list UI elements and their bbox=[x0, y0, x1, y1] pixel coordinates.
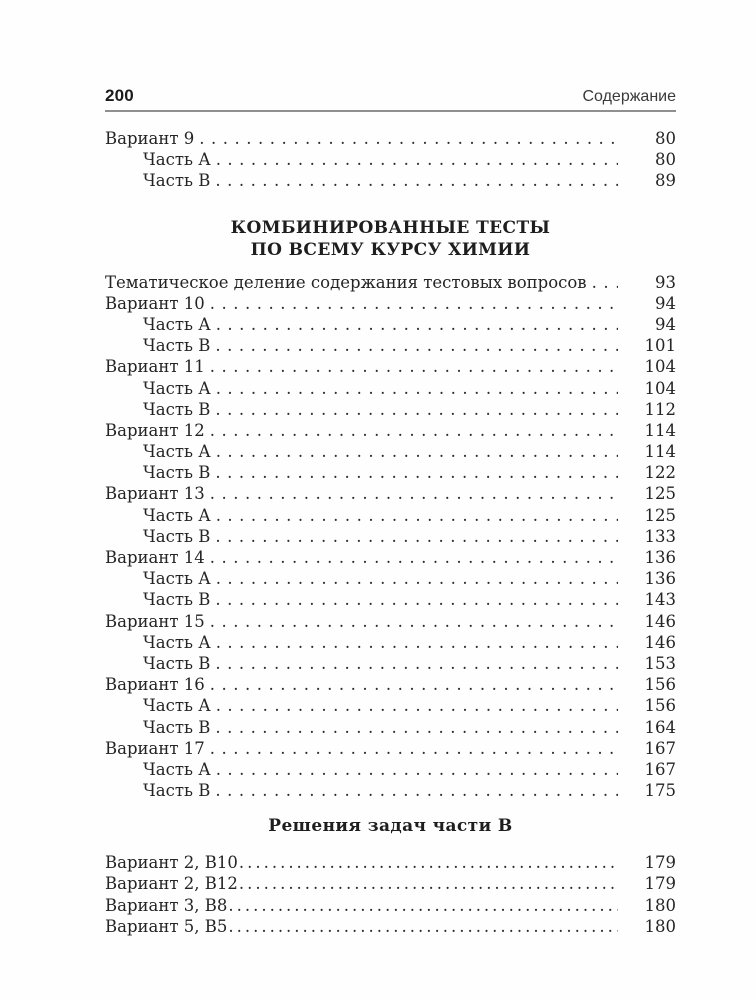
toc-entry bbox=[105, 717, 676, 738]
toc-entry-label: Часть В bbox=[143, 336, 211, 356]
toc-entry-page: 156 bbox=[644, 675, 676, 695]
dot-leader bbox=[210, 547, 618, 568]
dot-leader bbox=[215, 526, 618, 547]
dot-leader bbox=[210, 674, 618, 695]
dot-leader bbox=[199, 128, 618, 149]
dot-leader bbox=[216, 149, 618, 170]
dot-leader bbox=[216, 568, 618, 589]
running-head bbox=[105, 86, 676, 106]
toc-entry-page: 180 bbox=[644, 916, 676, 936]
toc-entry-page: 143 bbox=[644, 590, 676, 610]
dot-leader bbox=[210, 356, 618, 377]
toc-entry-label: Вариант 3, В8 bbox=[105, 895, 228, 915]
toc-entry bbox=[105, 293, 676, 314]
dot-leader bbox=[216, 314, 618, 335]
toc-entry-label: Вариант 5, В5 bbox=[105, 916, 228, 936]
toc-entry bbox=[105, 632, 676, 653]
toc-entry-page: 125 bbox=[644, 484, 676, 504]
toc-entry-page: 164 bbox=[644, 717, 676, 737]
toc-entry bbox=[105, 759, 676, 780]
toc-entry bbox=[105, 674, 676, 695]
toc-entry bbox=[105, 505, 676, 526]
toc-entry bbox=[105, 356, 676, 377]
section-heading-solutions-part-b bbox=[105, 815, 676, 837]
toc-entry-page: 114 bbox=[644, 442, 676, 462]
dot-leader bbox=[228, 895, 618, 916]
toc-section-solutions-part-b bbox=[105, 852, 676, 937]
toc-entry bbox=[105, 738, 676, 759]
toc-entry-page: 179 bbox=[644, 853, 676, 873]
section-heading-line: КОМБИНИРОВАННЫЕ ТЕСТЫ bbox=[230, 217, 551, 238]
toc-entry bbox=[105, 895, 676, 916]
toc-entry-label: Часть А bbox=[143, 569, 211, 589]
toc-section-combined-tests bbox=[105, 272, 676, 802]
dot-leader bbox=[215, 335, 618, 356]
toc-entry-label: Часть В bbox=[143, 463, 211, 483]
dot-leader bbox=[215, 170, 618, 191]
toc-entry-label: Вариант 2, В12 bbox=[105, 874, 238, 894]
toc-entry-label: Часть В bbox=[143, 171, 211, 191]
toc-entry-label: Вариант 17 bbox=[105, 738, 205, 758]
toc-entry-page: 94 bbox=[655, 314, 676, 334]
toc-entry-page: 114 bbox=[644, 420, 676, 440]
dot-leader bbox=[210, 483, 618, 504]
toc-entry-page: 167 bbox=[644, 759, 676, 779]
toc-entry bbox=[105, 314, 676, 335]
toc-entry-page: 180 bbox=[644, 895, 676, 915]
toc-entry-label: Часть А bbox=[143, 378, 211, 398]
toc-entry-label: Часть В bbox=[143, 653, 211, 673]
toc-entry-page: 175 bbox=[644, 781, 676, 801]
toc-entry-page: 136 bbox=[644, 569, 676, 589]
toc-entry bbox=[105, 873, 676, 894]
toc-entry-label: Вариант 10 bbox=[105, 293, 205, 313]
toc-entry bbox=[105, 916, 676, 937]
toc-entry-page: 93 bbox=[655, 272, 676, 292]
dot-leader bbox=[216, 695, 618, 716]
section-heading-combined-tests bbox=[105, 217, 676, 261]
toc-entry-label: Вариант 13 bbox=[105, 484, 205, 504]
toc-entry bbox=[105, 420, 676, 441]
toc-entry-page: 133 bbox=[644, 526, 676, 546]
section-heading-line: ПО ВСЕМУ КУРСУ ХИМИИ bbox=[250, 239, 531, 260]
section-heading-line: Решения задач части В bbox=[268, 816, 513, 837]
toc-entry bbox=[105, 526, 676, 547]
toc-entry-label: Часть А bbox=[143, 314, 211, 334]
toc-entry bbox=[105, 272, 676, 293]
toc-entry-page: 122 bbox=[644, 463, 676, 483]
dot-leader bbox=[215, 399, 618, 420]
dot-leader bbox=[216, 759, 618, 780]
toc-entry-label: Часть В bbox=[143, 781, 211, 801]
toc-entry bbox=[105, 378, 676, 399]
toc-entry-page: 179 bbox=[644, 874, 676, 894]
toc-entry-page: 112 bbox=[644, 399, 676, 419]
dot-leader bbox=[210, 738, 618, 759]
toc-entry-page: 94 bbox=[655, 293, 676, 313]
toc-entry bbox=[105, 589, 676, 610]
toc-entry-page: 136 bbox=[644, 548, 676, 567]
toc-entry-label: Часть В bbox=[143, 399, 211, 419]
toc-entry-page: 146 bbox=[644, 632, 676, 652]
dot-leader bbox=[215, 462, 618, 483]
toc bbox=[105, 128, 676, 937]
dot-leader bbox=[592, 272, 618, 293]
toc-entry bbox=[105, 441, 676, 462]
toc-entry-label: Вариант 12 bbox=[105, 420, 205, 440]
toc-entry-page: 167 bbox=[644, 738, 676, 758]
toc-entry bbox=[105, 695, 676, 716]
toc-entry-page: 125 bbox=[644, 505, 676, 525]
toc-entry-label: Часть А bbox=[143, 442, 211, 462]
toc-entry-label: Часть А bbox=[143, 696, 211, 716]
toc-section-variant-9 bbox=[105, 128, 676, 192]
dot-leader bbox=[215, 717, 618, 738]
toc-entry bbox=[105, 611, 676, 632]
dot-leader bbox=[215, 653, 618, 674]
dot-leader bbox=[216, 505, 618, 526]
dot-leader bbox=[216, 441, 618, 462]
toc-entry bbox=[105, 653, 676, 674]
toc-entry-label: Часть А bbox=[143, 505, 211, 525]
toc-entry-page: 89 bbox=[655, 171, 676, 191]
toc-entry bbox=[105, 149, 676, 170]
toc-entry-page: 156 bbox=[644, 696, 676, 716]
toc-entry-label: Часть В bbox=[143, 590, 211, 610]
toc-entry-label: Вариант 14 bbox=[105, 548, 205, 567]
toc-entry-page: 146 bbox=[644, 611, 676, 631]
dot-leader bbox=[210, 611, 618, 632]
dot-leader bbox=[239, 852, 618, 873]
toc-entry-label: Часть А bbox=[143, 632, 211, 652]
toc-entry-label: Часть В bbox=[143, 526, 211, 546]
toc-entry-label: Вариант 9 bbox=[105, 129, 195, 148]
toc-entry-label: Вариант 15 bbox=[105, 611, 205, 631]
toc-entry-page: 101 bbox=[644, 336, 676, 356]
toc-entry-page: 104 bbox=[644, 378, 676, 398]
toc-entry bbox=[105, 462, 676, 483]
dot-leader bbox=[216, 378, 618, 399]
toc-entry bbox=[105, 128, 676, 149]
toc-entry bbox=[105, 547, 676, 568]
dot-leader bbox=[210, 420, 618, 441]
toc-entry-label: Часть А bbox=[143, 150, 211, 170]
toc-entry bbox=[105, 780, 676, 801]
toc-entry-label: Часть А bbox=[143, 759, 211, 779]
toc-entry bbox=[105, 483, 676, 504]
dot-leader bbox=[210, 293, 618, 314]
toc-entry-label: Вариант 11 bbox=[105, 357, 205, 377]
dot-leader bbox=[228, 916, 618, 937]
toc-entry-page: 80 bbox=[655, 150, 676, 170]
page-number: 200 bbox=[105, 86, 134, 105]
dot-leader bbox=[215, 589, 618, 610]
header-rule bbox=[105, 110, 676, 112]
toc-entry bbox=[105, 852, 676, 873]
toc-entry bbox=[105, 399, 676, 420]
dot-leader bbox=[216, 632, 618, 653]
toc-entry bbox=[105, 335, 676, 356]
toc-entry-page: 153 bbox=[644, 653, 676, 673]
running-title: Содержание bbox=[582, 88, 676, 105]
dot-leader bbox=[239, 873, 618, 894]
toc-entry-label: Вариант 16 bbox=[105, 675, 205, 695]
toc-entry-label: Тематическое деление содержания тестовых вопросов bbox=[105, 272, 587, 292]
toc-entry-label: Вариант 2, В10 bbox=[105, 853, 238, 873]
toc-entry bbox=[105, 568, 676, 589]
toc-entry-page: 80 bbox=[655, 129, 676, 148]
dot-leader bbox=[215, 780, 618, 801]
toc-entry-label: Часть В bbox=[143, 717, 211, 737]
toc-entry-page: 104 bbox=[644, 357, 676, 377]
toc-entry bbox=[105, 170, 676, 191]
